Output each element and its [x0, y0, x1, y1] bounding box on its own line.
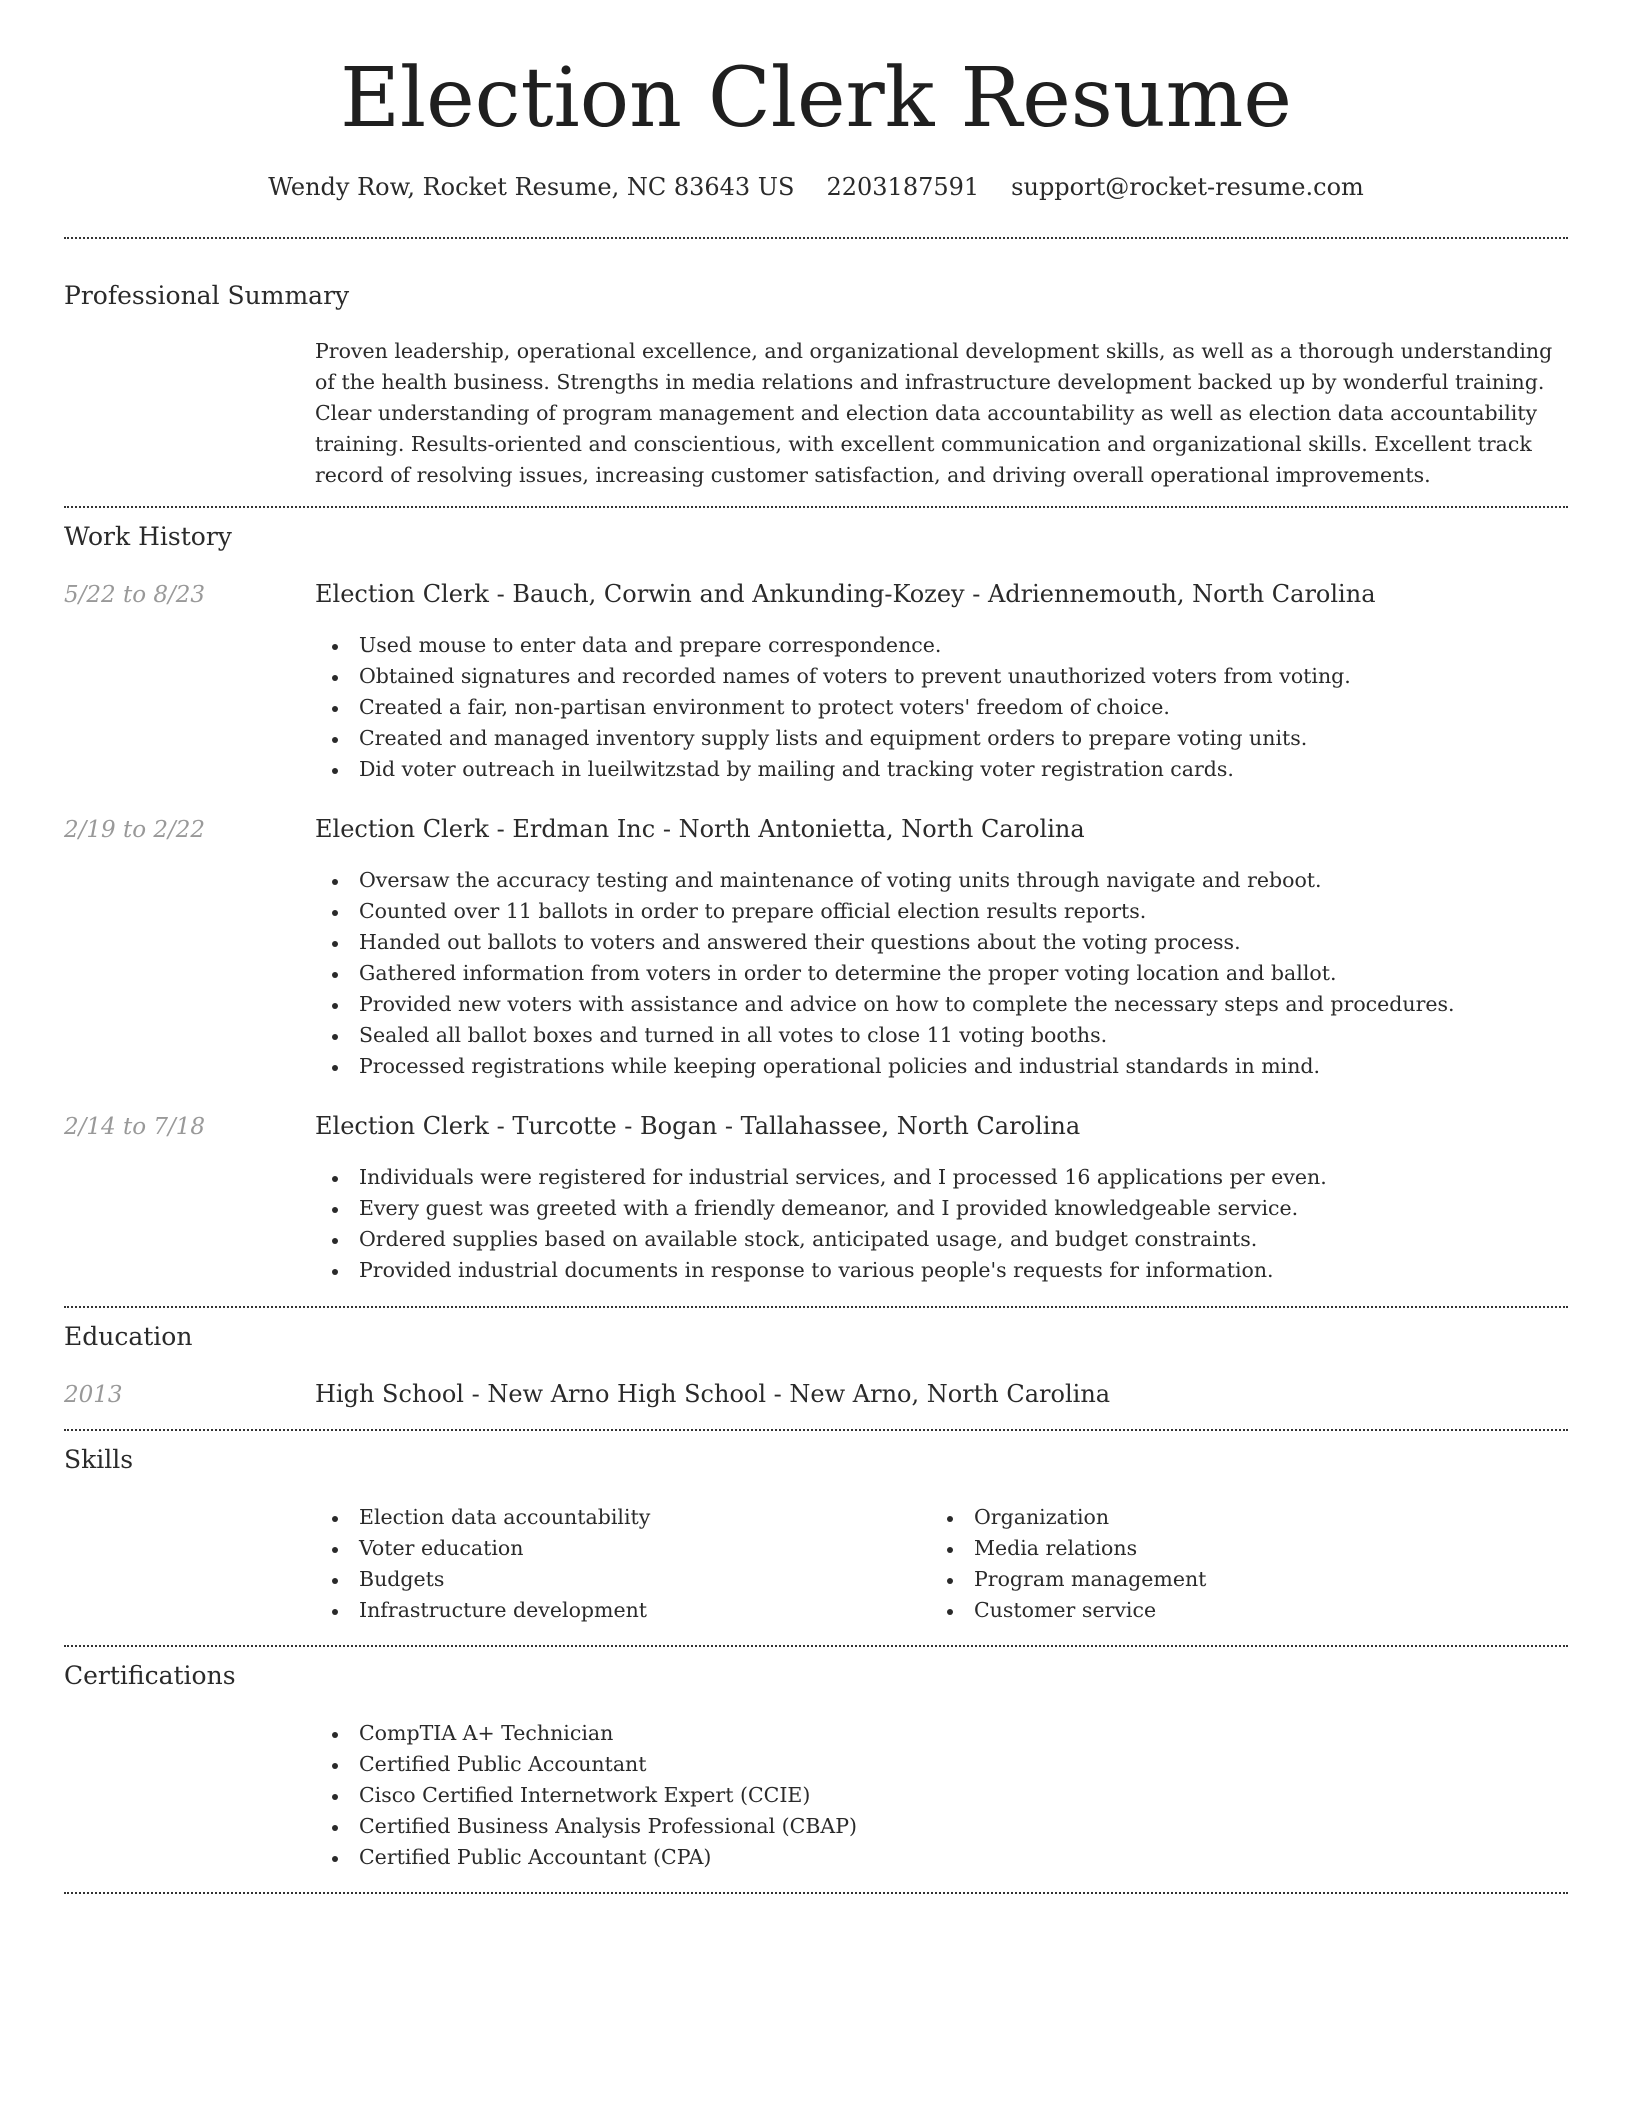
summary-heading: Professional Summary: [64, 281, 350, 310]
divider: [64, 506, 1568, 508]
summary-text: Proven leadership, operational excellence, and organizational development skills, as well as a thorough understanding of the health business. Strengths in media relations and infrastructure development backed up by wonderful training. Clear understanding of program management and election data accountability as well as election data accountability training. Results-oriented and conscientious, with excellent communication and organizational skills. Excellent track record of resolving issues, increasing customer satisfaction, and driving overall operational improvements.: [315, 339, 1553, 487]
list-item: Provided industrial documents in response to various people's requests for information.: [315, 1255, 1568, 1286]
list-item: Created and managed inventory supply lists and equipment orders to prepare voting units.: [315, 723, 1568, 754]
job-entry: [64, 580, 1568, 785]
list-item: CompTIA A+ Technician: [315, 1718, 1568, 1749]
education-entry: [64, 1380, 1568, 1408]
list-item: Certified Public Accountant (CPA): [315, 1842, 1568, 1873]
education-heading: Education: [64, 1322, 193, 1351]
divider: [64, 1645, 1568, 1647]
list-item: Customer service: [930, 1595, 1545, 1626]
list-item: Used mouse to enter data and prepare correspondence.: [315, 630, 1568, 661]
job-entry: [64, 815, 1568, 1082]
list-item: Every guest was greeted with a friendly demeanor, and I provided knowledgeable service.: [315, 1193, 1568, 1224]
contact-address: Wendy Row, Rocket Resume, NC 83643 US: [268, 173, 795, 201]
list-item: Certified Public Accountant: [315, 1749, 1568, 1780]
skills-heading: Skills: [64, 1445, 134, 1474]
list-item: Did voter outreach in lueilwitzstad by mailing and tracking voter registration cards.: [315, 754, 1568, 785]
list-item: Cisco Certified Internetwork Expert (CCIE): [315, 1780, 1568, 1811]
list-item: Program management: [930, 1564, 1545, 1595]
list-item: Counted over 11 ballots in order to prepare official election results reports.: [315, 896, 1568, 927]
job-date: 5/22 to 8/23: [64, 582, 206, 608]
contact-phone: 2203187591: [826, 173, 980, 201]
certifications-list: [315, 1718, 1568, 1873]
skills-column-left: [315, 1502, 930, 1626]
job-entry: [64, 1112, 1568, 1286]
divider: [64, 237, 1568, 239]
education-date: 2013: [64, 1382, 123, 1408]
resume-title: Election Clerk Resume: [340, 51, 1292, 146]
job-date: 2/19 to 2/22: [64, 817, 206, 843]
list-item: Ordered supplies based on available stock, anticipated usage, and budget constraints.: [315, 1224, 1568, 1255]
list-item: Obtained signatures and recorded names of voters to prevent unauthorized voters from voting.: [315, 661, 1568, 692]
list-item: Individuals were registered for industrial services, and I processed 16 applications per even.: [315, 1162, 1568, 1193]
skills-list: [315, 1502, 1568, 1626]
contact-line: [64, 173, 1568, 201]
list-item: Created a fair, non-partisan environment to protect voters' freedom of choice.: [315, 692, 1568, 723]
skills-column-right: [930, 1502, 1545, 1626]
list-item: Certified Business Analysis Professional (CBAP): [315, 1811, 1568, 1842]
list-item: Budgets: [315, 1564, 930, 1595]
education-degree: High School - New Arno High School - New Arno, North Carolina: [315, 1380, 1111, 1408]
certifications-items: [315, 1718, 1568, 1873]
job-duties: [315, 865, 1568, 1082]
job-duties: [315, 1162, 1568, 1286]
divider: [64, 1892, 1568, 1894]
list-item: Handed out ballots to voters and answered their questions about the voting process.: [315, 927, 1568, 958]
job-title: Election Clerk - Turcotte - Bogan - Tallahassee, North Carolina: [315, 1112, 1081, 1140]
list-item: Media relations: [930, 1533, 1545, 1564]
work-history-heading: Work History: [64, 522, 232, 551]
job-title: Election Clerk - Erdman Inc - North Antonietta, North Carolina: [315, 815, 1085, 843]
list-item: Sealed all ballot boxes and turned in all votes to close 11 voting booths.: [315, 1020, 1568, 1051]
contact-email: support@rocket-resume.com: [1011, 173, 1364, 201]
list-item: Processed registrations while keeping operational policies and industrial standards in mind.: [315, 1051, 1568, 1082]
job-duties: [315, 630, 1568, 785]
list-item: Organization: [930, 1502, 1545, 1533]
list-item: Provided new voters with assistance and advice on how to complete the necessary steps and procedures.: [315, 989, 1568, 1020]
divider: [64, 1429, 1568, 1431]
job-title: Election Clerk - Bauch, Corwin and Ankunding-Kozey - Adriennemouth, North Carolina: [315, 580, 1376, 608]
divider: [64, 1306, 1568, 1308]
list-item: Infrastructure development: [315, 1595, 930, 1626]
job-date: 2/14 to 7/18: [64, 1114, 206, 1140]
certifications-heading: Certifications: [64, 1661, 236, 1690]
list-item: Gathered information from voters in order to determine the proper voting location and ballot.: [315, 958, 1568, 989]
list-item: Oversaw the accuracy testing and maintenance of voting units through navigate and reboot.: [315, 865, 1568, 896]
list-item: Election data accountability: [315, 1502, 930, 1533]
list-item: Voter education: [315, 1533, 930, 1564]
